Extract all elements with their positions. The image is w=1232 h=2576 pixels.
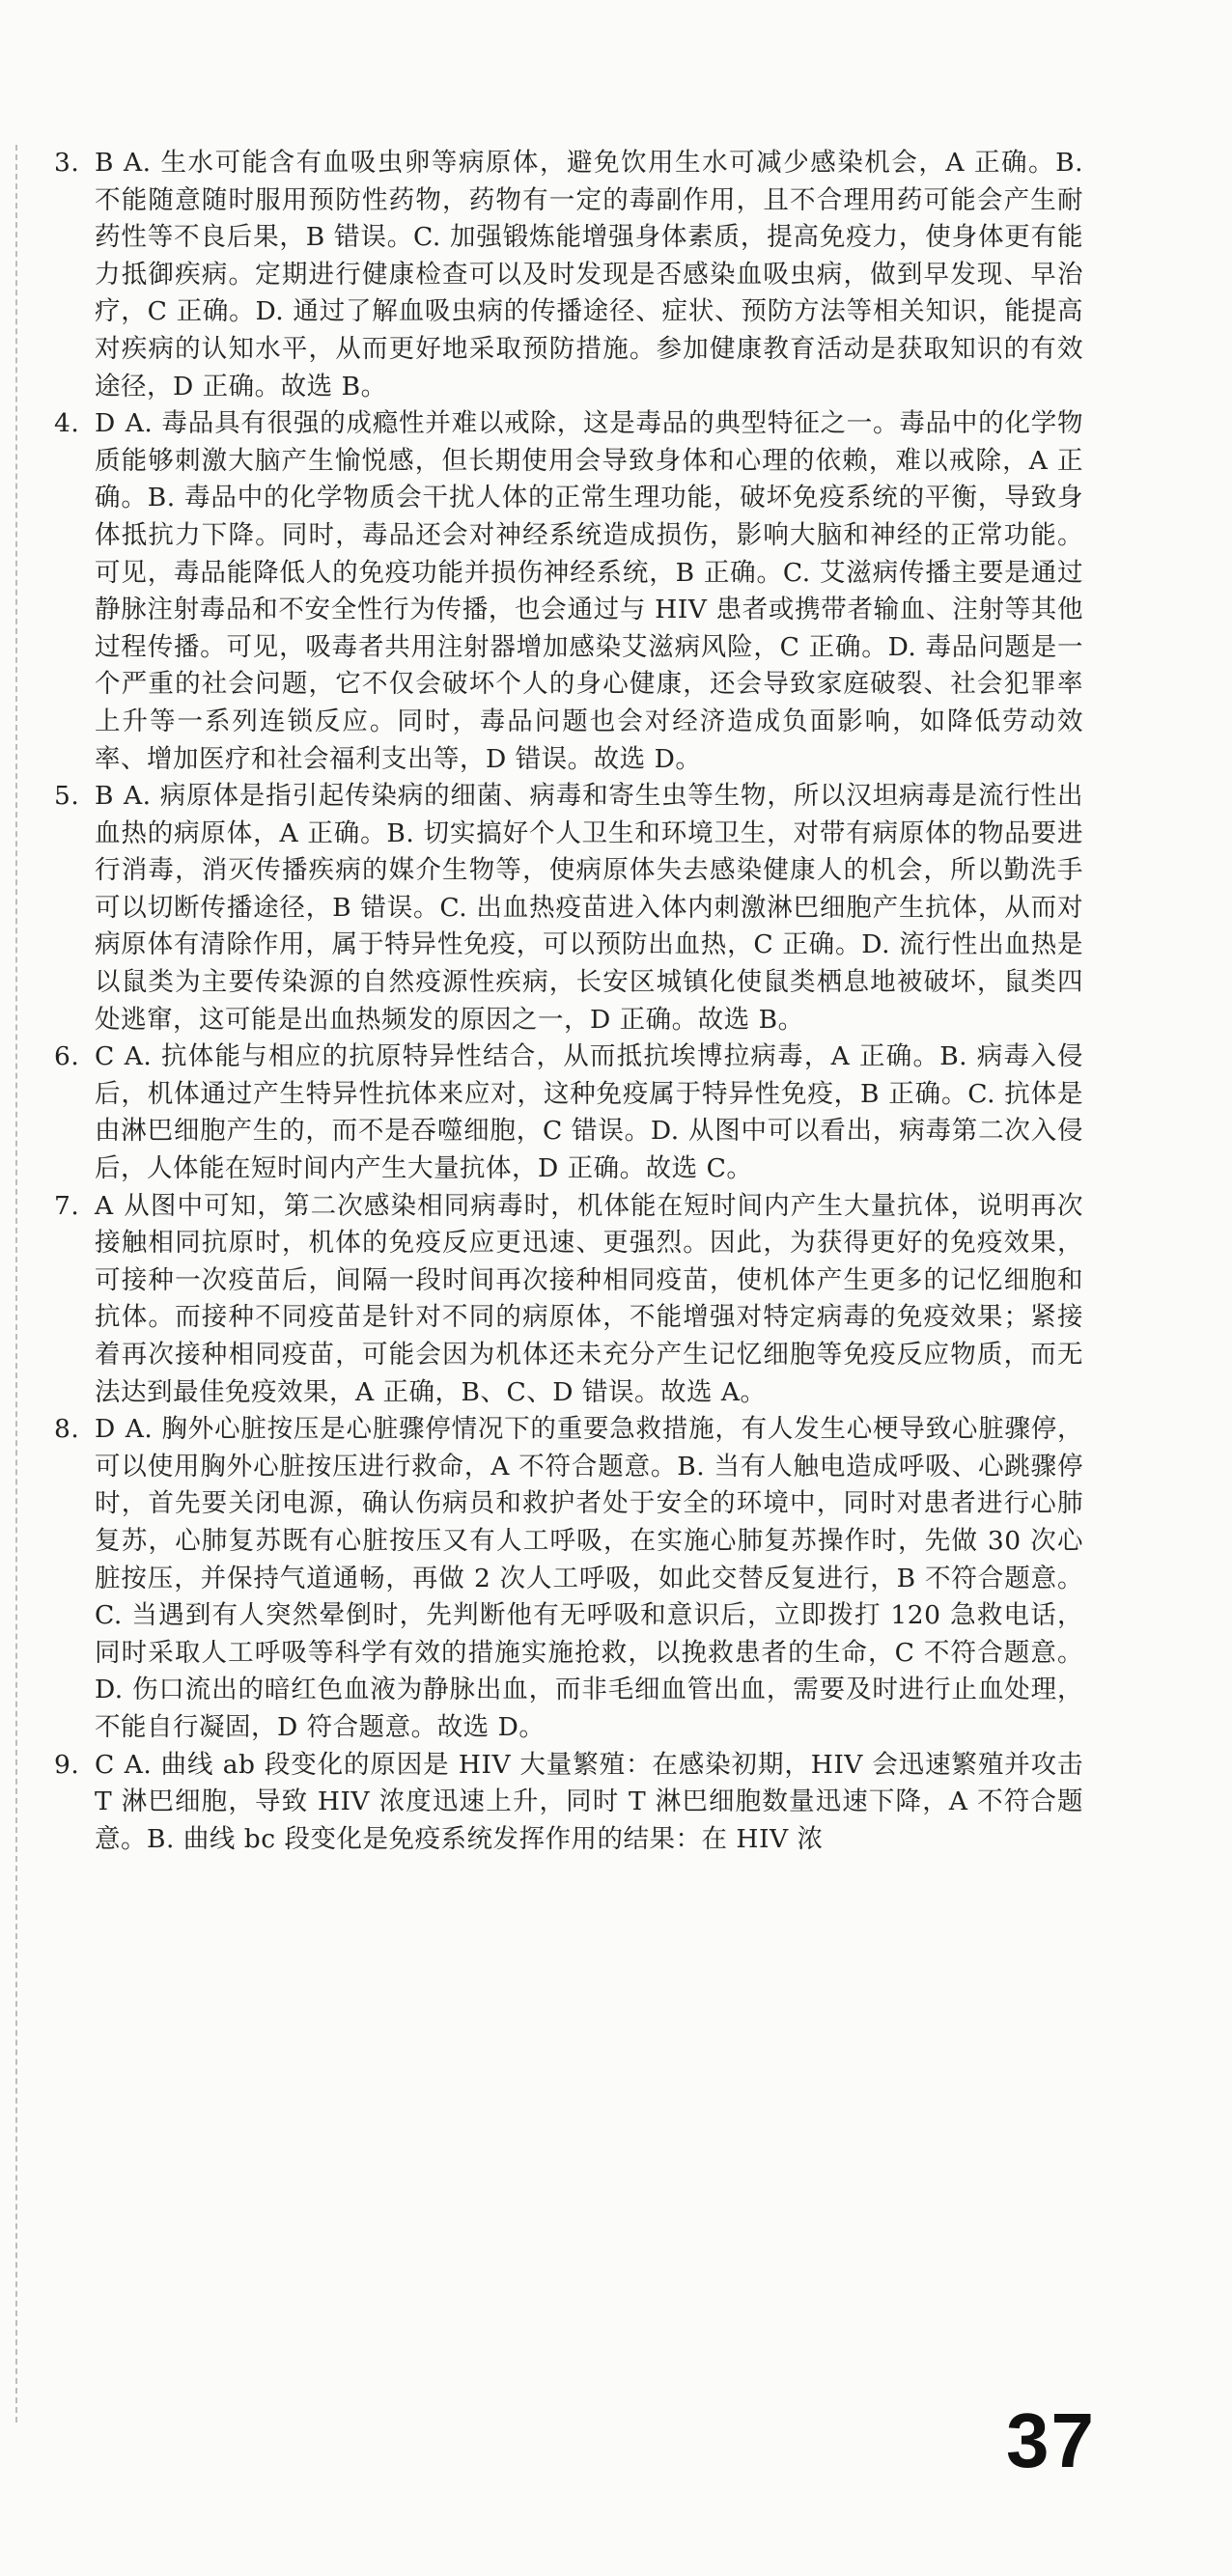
item-explanation: A. 病原体是指引起传染病的细菌、病毒和寄生虫等生物，所以汉坦病毒是流行性出血热的病原体，A 正确。B. 切实搞好个人卫生和环境卫生，对带有病原体的物品要进行消毒，消灭传播疾病的媒介生物等，使病原体失去感染健康人的机会，所以勤洗手可以切断传播途径，B 错误。C. 出血热疫苗进入体内刺激淋巴细胞产生抗体，从而对病原体有清除作用，属于特异性免疫，可以预防出血热，C 正确。D. 流行性出血热是以鼠类为主要传染源的自然疫源性疾病，长安区城镇化使鼠类栖息地被破坏，鼠类四处逃窜，这可能是出血热频发的原因之一，D 正确。故选 B。 bbox=[95, 781, 1083, 1035]
item-number: 6. bbox=[54, 1041, 80, 1072]
answer-list bbox=[54, 145, 1083, 1858]
item-number: 7. bbox=[54, 1190, 80, 1221]
item-number: 9. bbox=[54, 1749, 80, 1780]
answer-item-3 bbox=[54, 145, 1083, 405]
item-answer: B bbox=[95, 781, 114, 812]
item-answer: C bbox=[95, 1749, 115, 1780]
page-number: 37 bbox=[1006, 2397, 1096, 2483]
answer-item-5 bbox=[54, 778, 1083, 1039]
item-answer: D bbox=[95, 1414, 116, 1445]
item-number: 8. bbox=[54, 1414, 80, 1445]
item-answer: C bbox=[95, 1041, 115, 1072]
item-answer: B bbox=[95, 148, 114, 178]
item-explanation: A. 抗体能与相应的抗原特异性结合，从而抵抗埃博拉病毒，A 正确。B. 病毒入侵后，机体通过产生特异性抗体来应对，这种免疫属于特异性免疫，B 正确。C. 抗体是由淋巴细胞产生的，而不是吞噬细胞，C 错误。D. 从图中可以看出，病毒第二次入侵后，人体能在短时间内产生大量抗体，D 正确。故选 C。 bbox=[95, 1041, 1083, 1184]
item-answer: A bbox=[95, 1190, 114, 1221]
item-explanation: 从图中可知，第二次感染相同病毒时，机体能在短时间内产生大量抗体，说明再次接触相同抗原时，机体的免疫反应更迅速、更强烈。因此，为获得更好的免疫效果，可接种一次疫苗后，间隔一段时间再次接种相同疫苗，使机体产生更多的记忆细胞和抗体。而接种不同疫苗是针对不同的病原体，不能增强对特定病毒的免疫效果；紧接着再次接种相同疫苗，可能会因为机体还未充分产生记忆细胞等免疫反应物质，而无法达到最佳免疫效果，A 正确，B、C、D 错误。故选 A。 bbox=[95, 1190, 1083, 1407]
answer-item-4 bbox=[54, 405, 1083, 778]
item-explanation: A. 毒品具有很强的成瘾性并难以戒除，这是毒品的典型特征之一。毒品中的化学物质能够刺激大脑产生愉悦感，但长期使用会导致身体和心理的依赖，难以戒除，A 正确。B. 毒品中的化学物质会干扰人体的正常生理功能，破坏免疫系统的平衡，导致身体抵抗力下降。同时，毒品还会对神经系统造成损伤，影响大脑和神经的正常功能。可见，毒品能降低人的免疫功能并损伤神经系统，B 正确。C. 艾滋病传播主要是通过静脉注射毒品和不安全性行为传播，也会通过与 HIV 患者或携带者输血、注射等其他过程传播。可见，吸毒者共用注射器增加感染艾滋病风险，C 正确。D. 毒品问题是一个严重的社会问题，它不仅会破坏个人的身心健康，还会导致家庭破裂、社会犯罪率上升等一系列连锁反应。同时，毒品问题也会对经济造成负面影响，如降低劳动效率、增加医疗和社会福利支出等，D 错误。故选 D。 bbox=[95, 408, 1083, 774]
item-answer: D bbox=[95, 408, 116, 439]
item-explanation: A. 生水可能含有血吸虫卵等病原体，避免饮用生水可减少感染机会，A 正确。B. 不能随意随时服用预防性药物，药物有一定的毒副作用，且不合理用药可能会产生耐药性等不良后果，B 错误。C. 加强锻炼能增强身体素质，提高免疫力，使身体更有能力抵御疾病。定期进行健康检查可以及时发现是否感染血吸虫病，做到早发现、早治疗，C 正确。D. 通过了解血吸虫病的传播途径、症状、预防方法等相关知识，能提高对疾病的认知水平，从而更好地采取预防措施。参加健康教育活动是获取知识的有效途径，D 正确。故选 B。 bbox=[95, 148, 1083, 402]
item-number: 5. bbox=[54, 781, 80, 812]
answer-item-9 bbox=[54, 1747, 1083, 1859]
item-explanation: A. 曲线 ab 段变化的原因是 HIV 大量繁殖：在感染初期，HIV 会迅速繁殖并攻击 T 淋巴细胞，导致 HIV 浓度迅速上升，同时 T 淋巴细胞数量迅速下降，A 不符合题意。B. 曲线 bc 段变化是免疫系统发挥作用的结果：在 HIV 浓 bbox=[95, 1749, 1083, 1854]
answer-item-7 bbox=[54, 1188, 1083, 1412]
answer-item-6 bbox=[54, 1039, 1083, 1187]
item-number: 3. bbox=[54, 148, 80, 178]
answer-item-8 bbox=[54, 1411, 1083, 1746]
item-explanation: A. 胸外心脏按压是心脏骤停情况下的重要急救措施，有人发生心梗导致心脏骤停，可以使用胸外心脏按压进行救命，A 不符合题意。B. 当有人触电造成呼吸、心跳骤停时，首先要关闭电源，确认伤病员和救护者处于安全的环境中，同时对患者进行心肺复苏，心肺复苏既有心脏按压又有人工呼吸，在实施心肺复苏操作时，先做 30 次心脏按压，并保持气道通畅，再做 2 次人工呼吸，如此交替反复进行，B 不符合题意。C. 当遇到有人突然晕倒时，先判断他有无呼吸和意识后，立即拨打 120 急救电话，同时采取人工呼吸等科学有效的措施实施抢救，以挽救患者的生命，C 不符合题意。D. 伤口流出的暗红色血液为静脉出血，而非毛细血管出血，需要及时进行止血处理，不能自行凝固，D 符合题意。故选 D。 bbox=[95, 1414, 1083, 1742]
item-number: 4. bbox=[54, 408, 80, 439]
binding-margin-line bbox=[15, 145, 17, 2423]
